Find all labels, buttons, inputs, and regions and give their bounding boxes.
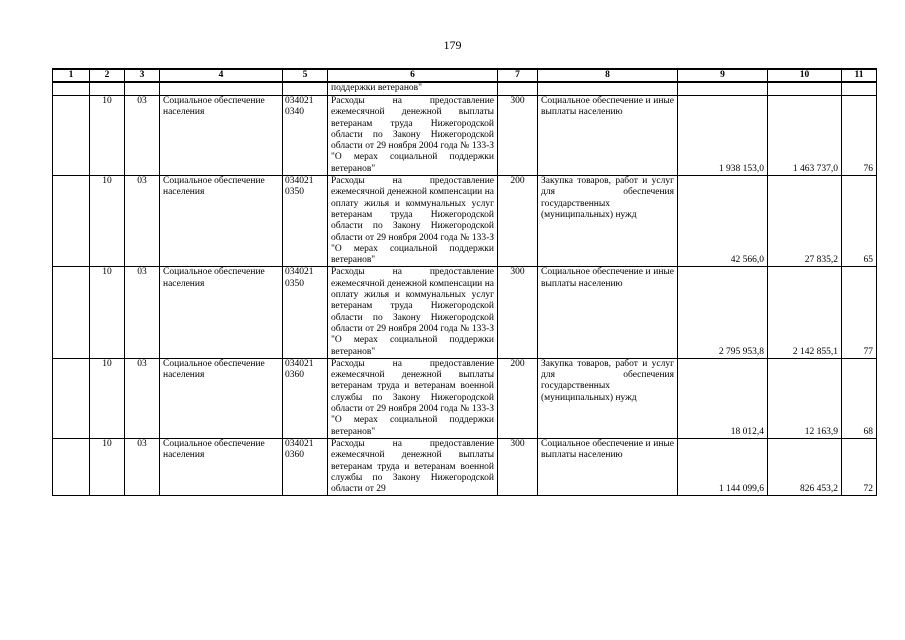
cell-expense-type: 200	[498, 358, 538, 438]
cell-description: Расходы на предоставление ежемесячной денежной выплаты ветеранам труда Нижегородской области по Закону Нижегородской области от 29 ноября 2004 года № 133-З "О мерах социальной поддержки ветеранов"	[328, 96, 498, 176]
cell-percent: 65	[842, 176, 877, 267]
cell-subsection-name: Социальное обеспечение населения	[160, 358, 283, 438]
cell-percent: 77	[842, 267, 877, 358]
column-header: 5	[283, 69, 328, 82]
cell-target-code: 034021 0350	[283, 176, 328, 267]
cell-subsection-name: Социальное обеспечение населения	[160, 438, 283, 495]
column-header: 9	[678, 69, 768, 82]
cell-expense-type-name: Закупка товаров, работ и услуг для обеспечения государственных (муниципальных) нужд	[538, 176, 678, 267]
cell-expense-type-name: Социальное обеспечение и иные выплаты населению	[538, 96, 678, 176]
cell-description: поддержки ветеранов"	[328, 82, 498, 96]
cell-target-code: 034021 0350	[283, 267, 328, 358]
cell-subsection: 03	[125, 176, 160, 267]
cell-plan-amount: 1 938 153,0	[678, 96, 768, 176]
cell-subsection-name: Социальное обеспечение населения	[160, 176, 283, 267]
cell-subsection: 03	[125, 358, 160, 438]
cell-plan-amount: 42 566,0	[678, 176, 768, 267]
table-row	[53, 267, 877, 358]
header-row	[53, 69, 877, 82]
cell-actual-amount: 1 463 737,0	[768, 96, 842, 176]
cell-description: Расходы на предоставление ежемесячной денежной компенсации на оплату жилья и коммунальных услуг ветеранам труда Нижегородской области по Закону Нижегородской области от 29 ноября 2004 года № 133-З "О мерах социальной поддержки ветеранов"	[328, 267, 498, 358]
cell-actual-amount: 12 163,9	[768, 358, 842, 438]
cell-expense-type: 200	[498, 176, 538, 267]
cell-expense-type-name: Социальное обеспечение и иные выплаты населению	[538, 267, 678, 358]
cell-expense-type: 300	[498, 96, 538, 176]
cell-plan-amount: 18 012,4	[678, 358, 768, 438]
cell-section: 10	[90, 358, 125, 438]
cell-target-code: 034021 0360	[283, 358, 328, 438]
cell-subsection-name: Социальное обеспечение населения	[160, 267, 283, 358]
continuation-row	[53, 82, 877, 96]
cell-description: Расходы на предоставление ежемесячной денежной компенсации на оплату жилья и коммунальных услуг ветеранам труда Нижегородской области по Закону Нижегородской области от 29 ноября 2004 года № 133-З "О мерах социальной поддержки ветеранов"	[328, 176, 498, 267]
cell-description: Расходы на предоставление ежемесячной денежной выплаты ветеранам труда и ветеранам военной службы по Закону Нижегородской области от 29 ноября 2004 года № 133-З "О мерах социальной поддержки ветеранов"	[328, 358, 498, 438]
cell-percent: 68	[842, 358, 877, 438]
cell-target-code: 034021 0360	[283, 438, 328, 495]
cell-actual-amount: 27 835,2	[768, 176, 842, 267]
cell-plan-amount: 1 144 099,6	[678, 438, 768, 495]
column-header: 8	[538, 69, 678, 82]
cell-target-code: 034021 0340	[283, 96, 328, 176]
cell-percent: 76	[842, 96, 877, 176]
cell-subsection: 03	[125, 96, 160, 176]
cell-expense-type: 300	[498, 438, 538, 495]
column-header: 3	[125, 69, 160, 82]
cell-section: 10	[90, 176, 125, 267]
table-row	[53, 358, 877, 438]
table-row	[53, 176, 877, 267]
cell-actual-amount: 826 453,2	[768, 438, 842, 495]
cell-subsection: 03	[125, 267, 160, 358]
cell-expense-type-name: Закупка товаров, работ и услуг для обеспечения государственных (муниципальных) нужд	[538, 358, 678, 438]
column-header: 2	[90, 69, 125, 82]
table-row	[53, 96, 877, 176]
cell-section: 10	[90, 267, 125, 358]
cell-plan-amount: 2 795 953,8	[678, 267, 768, 358]
column-header: 7	[498, 69, 538, 82]
page-number: 179	[443, 38, 462, 52]
column-header: 1	[53, 69, 90, 82]
budget-table	[52, 68, 877, 496]
cell-section: 10	[90, 96, 125, 176]
cell-expense-type-name: Социальное обеспечение и иные выплаты населению	[538, 438, 678, 495]
cell-actual-amount: 2 142 855,1	[768, 267, 842, 358]
cell-expense-type: 300	[498, 267, 538, 358]
cell-subsection: 03	[125, 438, 160, 495]
table-row	[53, 438, 877, 495]
cell-section: 10	[90, 438, 125, 495]
column-header: 4	[160, 69, 283, 82]
column-header: 10	[768, 69, 842, 82]
column-header: 6	[328, 69, 498, 82]
cell-description: Расходы на предоставление ежемесячной денежной выплаты ветеранам труда и ветеранам военной службы по Закону Нижегородской области от 29	[328, 438, 498, 495]
cell-subsection-name: Социальное обеспечение населения	[160, 96, 283, 176]
column-header: 11	[842, 69, 877, 82]
cell-percent: 72	[842, 438, 877, 495]
